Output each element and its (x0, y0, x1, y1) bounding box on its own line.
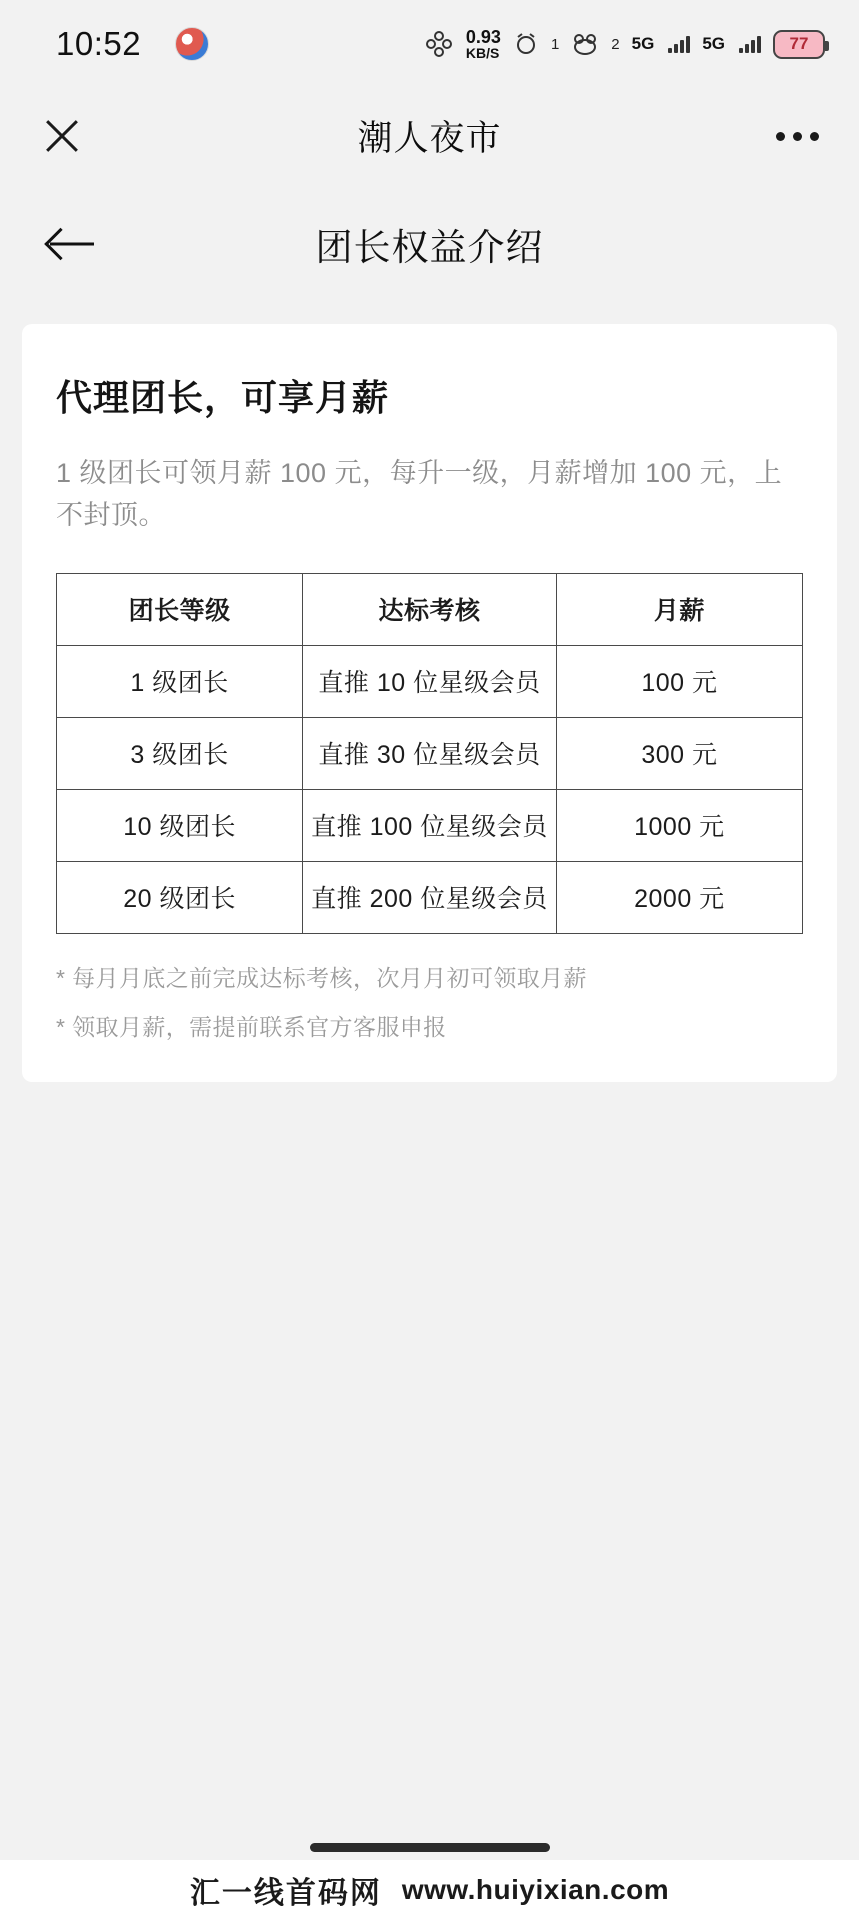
watermark-url: www.huiyixian.com (401, 1874, 670, 1905)
network-speed-unit: KB/S (465, 45, 500, 62)
table-cell: 300 元 (556, 717, 802, 789)
home-indicator (310, 1843, 550, 1852)
table-row (57, 861, 803, 933)
watermark-bar (0, 1860, 859, 1920)
more-icon[interactable] (776, 132, 819, 141)
alarm-icon (513, 31, 539, 57)
page-content (0, 184, 859, 1920)
watermark-cn: 汇一线首码网 (189, 1877, 382, 1910)
table-cell: 1 级团长 (57, 645, 303, 717)
status-icons (424, 28, 825, 61)
cluster-icon (424, 29, 454, 59)
benefit-card (22, 324, 837, 1082)
page-header (0, 184, 859, 304)
status-time: 10:52 (56, 25, 142, 62)
frog-icon (571, 31, 599, 57)
table-cell: 3 级团长 (57, 717, 303, 789)
card-notes (56, 960, 803, 1042)
network-speed-value: 0.93 (465, 26, 501, 47)
table-cell: 直推 10 位星级会员 (303, 645, 557, 717)
frog-badge-count: 2 (611, 35, 620, 53)
table-cell: 10 级团长 (57, 789, 303, 861)
signal-bars-1-icon (668, 35, 690, 53)
close-icon[interactable] (40, 114, 84, 158)
table-cell: 1000 元 (556, 789, 802, 861)
table-header-cell: 团长等级 (57, 573, 303, 645)
wechat-navbar (0, 88, 859, 184)
wechat-title: 潮人夜市 (357, 119, 502, 158)
table-header-row (57, 573, 803, 645)
note-item: * 每月月底之前完成达标考核，次月月初可领取月薪 (56, 964, 587, 991)
network-speed (466, 28, 501, 61)
table-row (57, 789, 803, 861)
card-description: 1 级团长可领月薪 100 元，每升一级，月薪增加 100 元，上不封顶。 (56, 458, 783, 530)
table-cell: 直推 100 位星级会员 (303, 789, 557, 861)
table-row (57, 645, 803, 717)
signal-bars-2-icon (739, 35, 761, 53)
table-cell: 直推 200 位星级会员 (303, 861, 557, 933)
note-item: * 领取月薪，需提前联系官方客服申报 (56, 1013, 447, 1040)
table-cell: 20 级团长 (57, 861, 303, 933)
card-title: 代理团长，可享月薪 (56, 377, 390, 418)
benefit-table (56, 573, 803, 934)
table-cell: 100 元 (556, 645, 802, 717)
alarm-badge-count: 1 (550, 35, 560, 53)
battery-level: 77 (789, 34, 809, 53)
page-title: 团长权益介绍 (315, 227, 544, 268)
table-row (57, 717, 803, 789)
table-header-cell: 月薪 (556, 573, 802, 645)
network-type-1: 5G (631, 34, 655, 53)
wechat-app-icon (175, 27, 209, 61)
table-header-cell: 达标考核 (303, 573, 557, 645)
table-cell: 2000 元 (556, 861, 802, 933)
table-cell: 直推 30 位星级会员 (303, 717, 557, 789)
back-icon[interactable] (44, 218, 96, 270)
network-type-2: 5G (702, 34, 725, 53)
status-bar (0, 0, 859, 88)
battery-icon (773, 30, 825, 59)
